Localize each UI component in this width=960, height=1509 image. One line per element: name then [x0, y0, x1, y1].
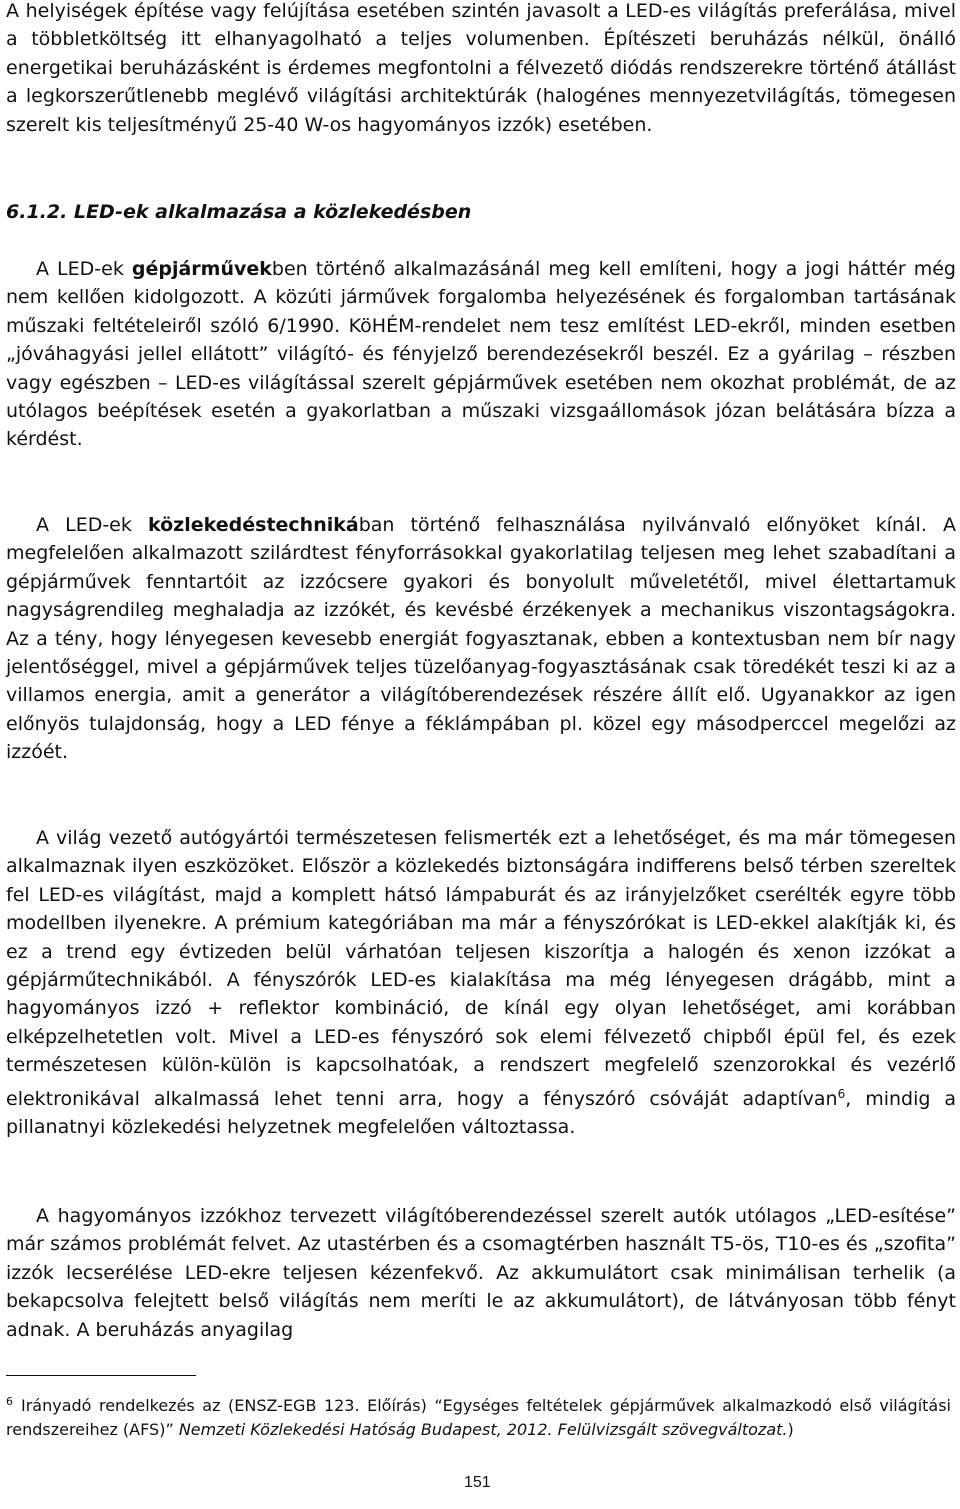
- paragraph-led-building-lighting: A helyiségek építése vagy felújítása esetében szintén javasolt a LED-es világítás preferálása, mivel a többletköltség itt elhanyagolható a teljes volumenben. Építészeti beruházás nélkül, önálló energetikai beruházásként is érdemes megfontolni a félvezető diódás rendszerekre történő átállást a legkorszerűtlenebb meglévő világítási architektúrák (halogénes mennyezetvilágítás, tömegesen szerelt kis teljesítményű 25-40 W-os hagyományos izzók) esetében.: [6, 0, 956, 136]
- section-heading: 6.1.2. LED-ek alkalmazása a közlekedésben: [6, 201, 472, 223]
- footnote-reference[interactable]: 6: [837, 1086, 846, 1101]
- paragraph-car-manufacturers: A világ vezető autógyártói természetesen felismerték ezt a lehetőséget, és ma már tömegesen alkalmaznak ilyen eszközöket. Először a közlekedés biztonságára indifferens belső térben szereltek fel LED-es világítást, majd a komplett hátsó lámpaburát és az irányjelzőket cserélték egyre több modellben ilyenekre. A prémium kategóriában ma már a fényszórókat is LED-ekkel alakítják ki, és ez a trend egy évtizeden belül várhatóan teljesen kiszorítja a halogén és xenon izzókat a gépjárműtechnikából. A fényszórók LED-es kialakítása ma még lényegesen drágább, mint a hagyományos izzó + reflektor kombináció, de kínál egy olyan lehetőséget, ami korábban elképzelhetetlen volt. Mivel a LED-es fényszóró sok elemi félvezető chipből épül fel, és ezek természetesen külön-külön is kapcsolhatóak, a rendszert megfelelő szenzorokkal és vezérlő elektronikával alkalmassá lehet tenni arra, hogy a fényszóró csóváját adaptívan$^6$, mindig a pillanatnyi közlekedési helyzetnek megfelelően változtassa.: [6, 827, 956, 1139]
- footnote-number: 6: [6, 1395, 13, 1408]
- paragraph-retrofit: A hagyományos izzókhoz tervezett világítóberendezéssel szerelt autók utólagos „LED-esítése” már számos problémát felvet. Az utastérben és a csomagtérben használt T5-ös, T10-es és „szofita” izzók lecserélése LED-ekre teljesen kézenfekvő. Az akkumulátort csak minimálisan terhelik (a bekapcsolva felejtett belső világítás nem meríti le az akkumulátort), de látványosan több fényt adnak. A beruházás anyagilag: [6, 1205, 956, 1341]
- paragraph-legal-background: A LED-ek gépjárművekben történő alkalmazásánál meg kell említeni, hogy a jogi háttér még nem kellően kidolgozott. A közúti járművek forgalomba helyezésének és forgalomban tartásának műszaki feltételeiről szóló 6/1990. KöHÉM-rendelet nem tesz említést LED-ekről, minden esetben „jóváhagyási jellel ellátott” világító- és fényjelző berendezésekről beszél. Ez a gyárilag – részben vagy egészben – LED-es világítással szerelt gépjárművek esetében nem okozhat problémát, de az utólagos beépítések esetén a gyakorlatban a műszaki vizsgaállomások józan belátására bízza a kérdést.: [6, 258, 956, 451]
- footnote: $^6$ Irányadó rendelkezés az (ENSZ-EGB 123. Előírás) “Egységes feltételek gépjárművek alkalmazkodó első világítási rendszereihez (AFS)” Nemzeti Közlekedési Hatóság Budapest, 2012. Felülvizsgált szövegváltozat.): [6, 1395, 951, 1439]
- page-number: 151: [464, 1474, 491, 1491]
- paragraph-transport-benefits: A LED-ek közlekedéstechnikában történő felhasználása nyilvánvaló előnyöket kínál. A megfelelően alkalmazott szilárdtest fényforrásokkal gyakorlatilag teljesen meg lehet szabadítani a gépjárművek fenntartóit az izzócsere gyakori és bonyolult műveletétől, mivel élettartamuk nagyságrendileg meghaladja az izzókét, és kevésbé érzékenyek a mechanikus viszontagságokra. Az a tény, hogy lényegesen kevesebb energiát fogyasztanak, ebben a kontextusban nem bír nagy jelentőséggel, mivel a gépjárművek teljes tüzelőanyag-fogyasztásának csak töredékét teszi ki az a villamos energia, amit a generátor a világítóberendezések részére állít elő. Ugyanakkor az igen előnyös tulajdonság, hogy a LED fénye a féklámpában pl. közel egy másodperccel megelőzi az izzóét.: [6, 514, 956, 764]
- footnote-separator: [6, 1375, 196, 1376]
